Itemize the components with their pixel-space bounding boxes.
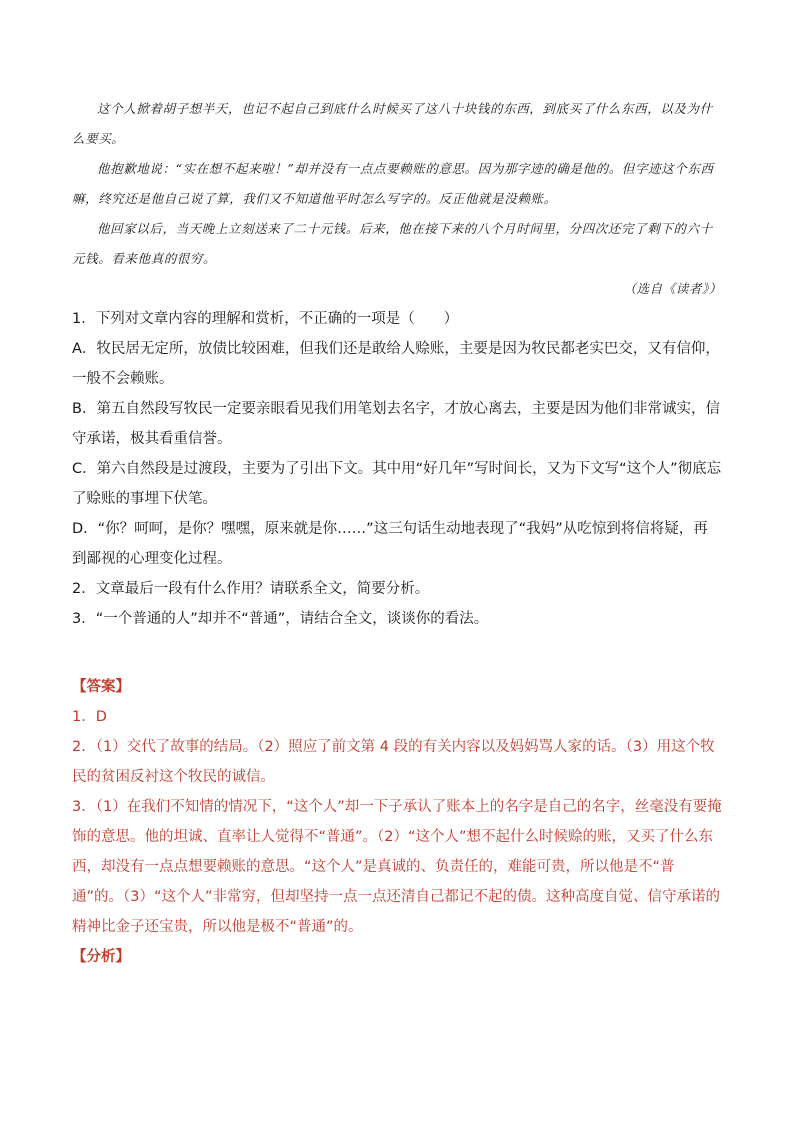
question-2: 2．文章最后一段有什么作用？请联系全文，简要分析。 xyxy=(72,581,430,597)
passage-paragraph: 他抱歉地说：“实在想不起来啦！”却并没有一点点要赖账的意思。因为那字迹的确是他的。但字迹这个东西嘛，终究还是他自己说了算，我们又不知道他平时怎么写字的。反正他就是没赖账。 xyxy=(72,161,714,206)
question-1-option-c: C．第六自然段是过渡段，主要为了引出下文。其中用“好几年”写时间长，又为下文写“这个人”彻底忘了赊账的事埋下伏笔。 xyxy=(72,461,722,507)
analysis-tag: 【分析】 xyxy=(72,949,130,965)
answer-2: 2．（1）交代了故事的结局。（2）照应了前文第 4 段的有关内容以及妈妈骂人家的话。（3）用这个牧民的贫困反衬这个牧民的诚信。 xyxy=(72,739,715,785)
answer-3: 3．（1）在我们不知情的情况下，“这个人”却一下子承认了账本上的名字是自己的名字，丝毫没有要掩饰的意思。他的坦诚、直率让人觉得不“普通”。（2）“这个人”想不起什么时候赊的账，又买了什么东西，却没有一点点想要赖账的意思。“这个人”是真诚的、负责任的，难能可贵，所以他是不“普通”的。（3）“这个人”非常穷，但却坚持一点一点还清自己都记不起的债。这种高度自觉、信守承诺的精神比金子还宝贵，所以他是极不“普通”的。 xyxy=(72,799,722,935)
passage-paragraph: 这个人掀着胡子想半天，也记不起自己到底什么时候买了这八十块钱的东西，到底买了什么东西，以及为什么要买。 xyxy=(72,101,713,146)
answer-1: 1．D xyxy=(72,709,107,725)
question-1-option-d: D．“你？呵呵，是你？嘿嘿，原来就是你……”这三句话生动地表现了“我妈”从吃惊到将信将疑，再到鄙视的心理变化过程。 xyxy=(72,521,708,567)
question-3: 3．“一个普通的人”却并不“普通”，请结合全文，谈谈你的看法。 xyxy=(72,611,489,627)
question-1-option-b: B．第五自然段写牧民一定要亲眼看见我们用笔划去名字，才放心离去，主要是因为他们非常诚实，信守承诺，极其看重信誉。 xyxy=(72,401,720,447)
passage-source: （选自《读者》） xyxy=(623,281,722,296)
document-page xyxy=(72,94,722,972)
question-1-stem: 1．下列对文章内容的理解和赏析，不正确的一项是（ ） xyxy=(72,311,459,327)
passage xyxy=(72,94,722,304)
answers-section xyxy=(72,672,722,972)
passage-paragraph: 他回家以后，当天晚上立刻送来了二十元钱。后来，他在接下来的八个月时间里，分四次还完了剩下的六十元钱。看来他真的很穷。 xyxy=(72,221,713,266)
answer-tag: 【答案】 xyxy=(72,679,130,695)
questions-section xyxy=(72,304,722,634)
question-1-option-a: A．牧民居无定所，放债比较困难，但我们还是敢给人赊账，主要是因为牧民都老实巴交，又有信仰，一般不会赖账。 xyxy=(72,341,720,387)
